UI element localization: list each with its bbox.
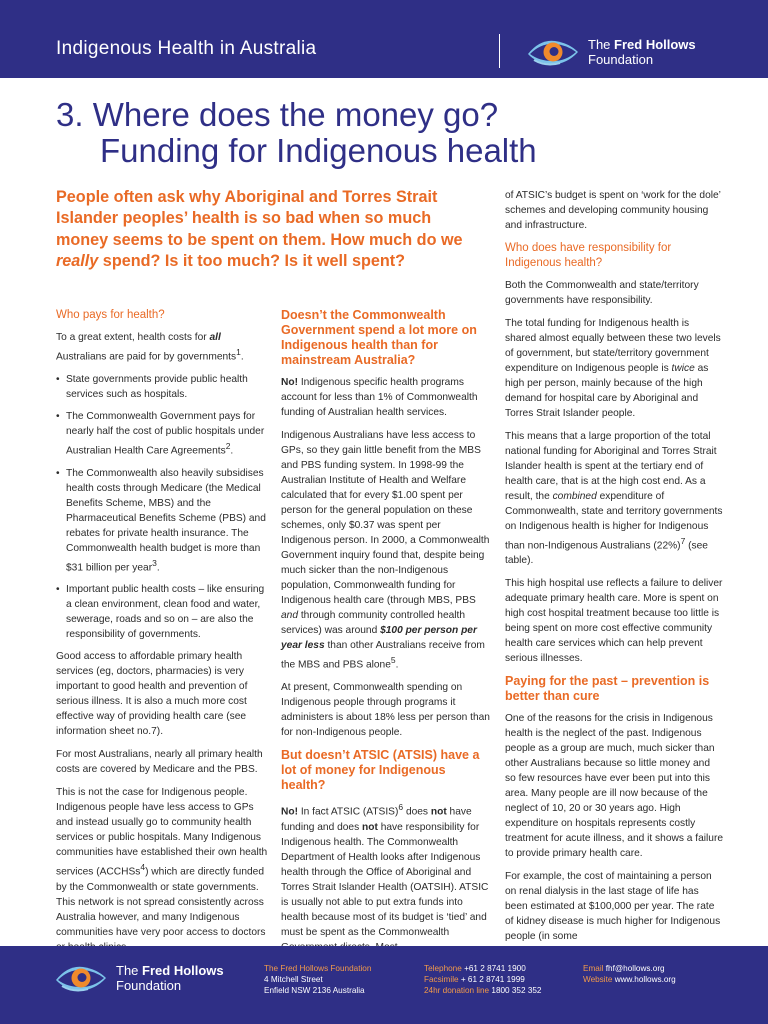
section-heading: Who does have responsibility for Indigenous health? (505, 242, 672, 269)
bullet-list (56, 372, 270, 642)
column-2 (281, 308, 493, 963)
paragraph: Good access to affordable primary health services (eg, doctors, pharmacies) is very important to good health and prevention of serious illness. It is also a much more cost effective way of providing health care (see information sheet no.7). (56, 651, 248, 738)
column-3 (505, 188, 723, 952)
list-item: • Important public health costs – like ensuring a clean environment, clean food and water, sewerage, roads and so on – are also the responsibility of governments. (56, 582, 270, 642)
list-item: • State governments provide public health services such as hospitals. (56, 372, 270, 402)
org-name: The Fred Hollows Foundation (264, 964, 372, 973)
paragraph: Indigenous Australians have less access to GPs, so they gain little benefit from the MBS and PBS funding system. In 1998-99 the Australian Institute of Health and Welfare calculated that for every $1.00 spent per person for the general population on these schemes, only $0.37 was spent per Indigenous person. In 2000, a Commonwealth Government inquiry found that, despite being much sicker than the non-Indigenous population, Commonwealth funding for Indigenous health care (through MBS, PBS and through community controlled health services) was around $100 per person per year less than other Australians receive from the MBS and PBS alone$^5$. (281, 430, 490, 671)
paragraph: This is not the case for Indigenous people. Indigenous people have less access to GPs and instead usually go to community health services or public hospitals. Many Indigenous communities have established their own health services (ACCHSs$^4$) which are directly funded by the Commonwealth or state governments. This network is not spread consistently across Australia however, and many Indigenous communities have very poor access to doctors (56, 787, 268, 938)
section-heading: Doesn’t the Commonwealth Government spend a lot more on Indigenous health than for mainstream Australia? (281, 308, 477, 367)
list-item: • The Commonwealth Government pays for nearly half the cost of public hospitals under Australian Health Care Agreements$^2$. (56, 409, 270, 458)
section-heading: Who pays for health? (56, 309, 165, 321)
section-heading: Paying for the past – prevention is better than cure (505, 674, 710, 704)
page-footer (0, 946, 768, 1024)
paragraph: No! Indigenous specific health programs account for less than 1% of Commonwealth funding of Australian health services. (281, 377, 478, 418)
page-header (0, 0, 768, 78)
logo-name: Fred Hollows (142, 963, 224, 978)
eye-logo-icon (54, 962, 108, 994)
logo-name: Fred Hollows (614, 37, 696, 52)
header-logo (526, 36, 696, 68)
paragraph: To a great extent, health costs for all Australians are paid for by governments$^1$. (56, 332, 244, 363)
address-line: Enfield NSW 2136 Australia (264, 985, 365, 995)
paragraph: This means that a large proportion of the total national funding for Aboriginal and Torres Strait Islander health is spent at the tertiary end of health care, that is at the high cost end. As a result, the combined expenditure of Commonwealth, state and territory governments on Indigenous health is higher for Indigenous than non-Indigenous Australians $(22\%)^7$ (see table). (505, 431, 723, 567)
logo-prefix: The (588, 37, 611, 52)
section-heading: But doesn’t ATSIC (ATSIS) have a lot of money for Indigenous health? (281, 748, 480, 793)
footer-logo (54, 962, 224, 994)
footer-online (583, 964, 676, 986)
donation-line: 24hr donation line 1800 352 352 (424, 985, 542, 995)
header-divider (499, 34, 500, 68)
column-1 (56, 308, 270, 963)
paragraph: One of the reasons for the crisis in Indigenous health is the neglect of the past. Indigenous people as a group are much, much sicker than other Australians because so little money and so few resources have ever been put into this area. Many people are ill now because of the neglect of 10, 20 or 30 years ago. High expenditure on hospitals represents costly treatment for acute illness, and it shows a failure to provide primary health care. (505, 713, 724, 860)
footer-address (264, 964, 371, 996)
intro-paragraph: People often ask why Aboriginal and Torres Strait Islander peoples’ health is so bad when so much money seems to be spent on them. How much do we really spend? Is it too much? Is it well spent? (56, 188, 463, 270)
email-link[interactable]: Email fhf@hollows.org (583, 964, 665, 973)
paragraph: of ATSIC’s budget is spent on ‘work for the dole’ schemes and developing community housing and infrastructure. (505, 190, 721, 231)
paragraph: No! In fact ATSIC (ATSIS)$^6$ does not have funding and does not have responsibility for Indigenous health. The Commonwealth Department of Health looks after Indigenous health through the Office of Aboriginal and Torres Strait Islander Health (OATSIH). ATSIC is usually not able to put extra funds into health because most of its budget is ‘tied’ and must be spent as the Commonwealth (281, 802, 489, 938)
page-title (56, 97, 537, 169)
paragraph: At present, Commonwealth spending on Indigenous people through programs it administers is about 18% less per person than for non-Indigenous people. (281, 682, 490, 739)
list-item: • The Commonwealth also heavily subsidises health costs through Medicare (the Medical Benefits Scheme, MBS) and the Pharmaceutical Benefits Scheme (PBS) and rebates for private health insurance. The Commonwealth health budget is more than $31 billion per year$^3$. (56, 466, 270, 575)
header-title: Indigenous Health in Australia (56, 38, 317, 59)
paragraph: For most Australians, nearly all primary health costs are covered by Medicare and the PBS. (56, 749, 263, 776)
website-link[interactable]: Website www.hollows.org (583, 974, 676, 984)
logo-prefix: The (116, 963, 139, 978)
paragraph: Both the Commonwealth and state/territory governments have responsibility. (505, 280, 699, 306)
logo-suffix: Foundation (116, 978, 182, 993)
paragraph: The total funding for Indigenous health is shared almost equally between these two levels of government, but state/territory government expenditure on Indigenous people is twice as high per person, mainly because of the high demand for hospital care by Aboriginal and Torres Strait Islander people. (505, 318, 721, 419)
paragraph: For example, the cost of maintaining a person on renal dialysis in the last stage of life has been estimated at $100,000 per year. The rate of kidney disease is much higher for Indigenous people (in some (505, 871, 721, 943)
title-line-1: 3. Where does the money go? (56, 96, 499, 133)
telephone: Telephone +61 2 8741 1900 (424, 964, 526, 973)
address-line: 4 Mitchell Street (264, 974, 323, 984)
footer-contact (424, 964, 541, 996)
facsimile: Facsimile + 61 2 8741 1999 (424, 974, 525, 984)
title-line-2: Funding for Indigenous health (100, 132, 537, 169)
paragraph: This high hospital use reflects a failure to deliver adequate primary health care. More is spent on high cost hospital treatment because too little is being spent on more cost effective community health care services which can help prevent serious illnesses. (505, 578, 723, 665)
eye-logo-icon (526, 36, 580, 68)
logo-suffix: Foundation (588, 52, 654, 67)
